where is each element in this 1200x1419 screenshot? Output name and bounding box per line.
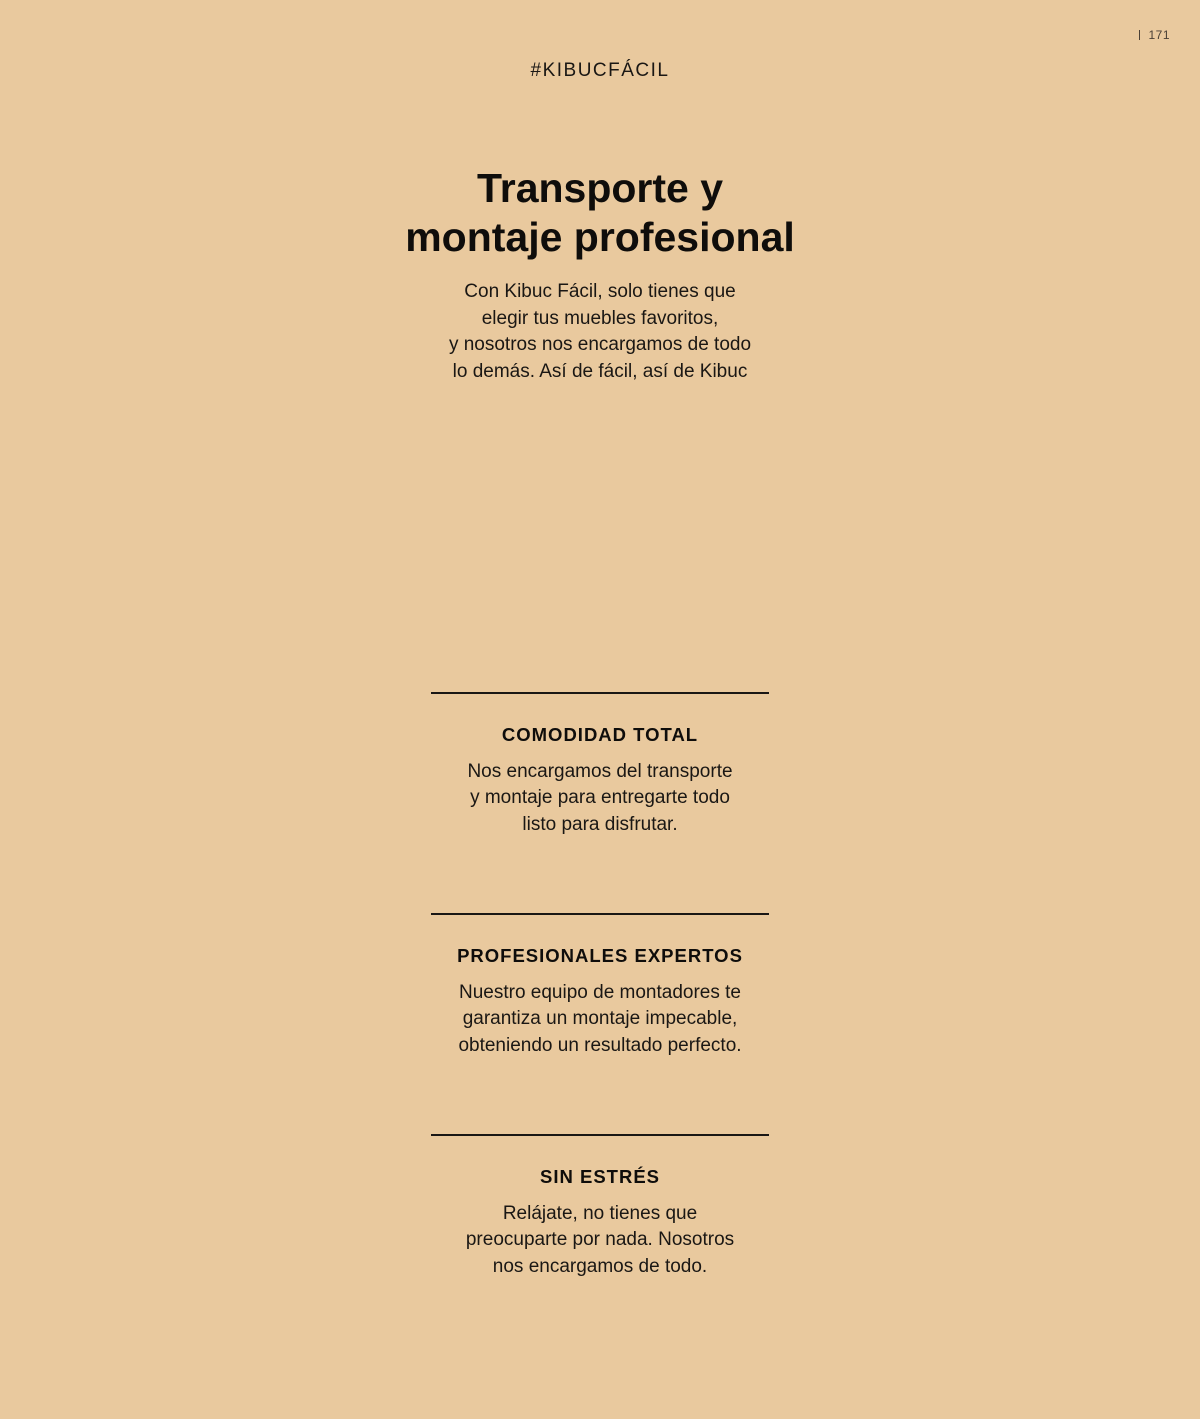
feature-line: preocuparte por nada. Nosotros — [465, 1229, 735, 1250]
feature-line: Nuestro equipo de montadores te — [458, 981, 741, 1003]
hashtag-heading: #KIBUCFÁCIL — [530, 60, 670, 81]
intro-line: Con Kibuc Fácil, solo tienes que — [464, 281, 736, 302]
feature-comodidad-total — [431, 692, 769, 838]
feature-line: garantiza un montaje impecable, — [462, 1008, 738, 1029]
feature-sin-estres — [431, 1134, 769, 1280]
feature-line: listo para disfrutar. — [522, 813, 678, 835]
feature-profesionales-expertos — [431, 913, 769, 1059]
feature-title: COMODIDAD TOTAL — [501, 723, 699, 745]
feature-divider — [431, 1134, 769, 1136]
feature-description — [431, 980, 769, 1060]
feature-divider — [431, 913, 769, 915]
intro-line: lo demás. Así de fácil, así de Kibuc — [452, 360, 748, 382]
feature-line: y montaje para entregarte todo — [470, 787, 730, 808]
feature-description — [431, 1201, 769, 1281]
intro-line: y nosotros nos encargamos de todo — [448, 334, 752, 355]
intro-paragraph — [0, 279, 1200, 385]
page-title — [0, 164, 1200, 262]
page-number — [1139, 28, 1170, 42]
intro-line: elegir tus muebles favoritos, — [481, 307, 719, 329]
feature-title: SIN ESTRÉS — [540, 1165, 660, 1187]
feature-title: PROFESIONALES EXPERTOS — [457, 944, 743, 966]
page-number-value: 171 — [1148, 28, 1170, 42]
feature-line: obteniendo un resultado perfecto. — [458, 1034, 742, 1056]
page-number-divider — [1139, 30, 1140, 40]
feature-line: Relájate, no tienes que — [502, 1202, 698, 1224]
feature-description — [431, 759, 769, 839]
page-title-line-2: montaje profesional — [405, 214, 795, 260]
feature-line: nos encargamos de todo. — [492, 1255, 708, 1277]
feature-divider — [431, 692, 769, 694]
feature-line: Nos encargamos del transporte — [467, 760, 733, 782]
page-title-line-1: Transporte y — [476, 165, 724, 211]
